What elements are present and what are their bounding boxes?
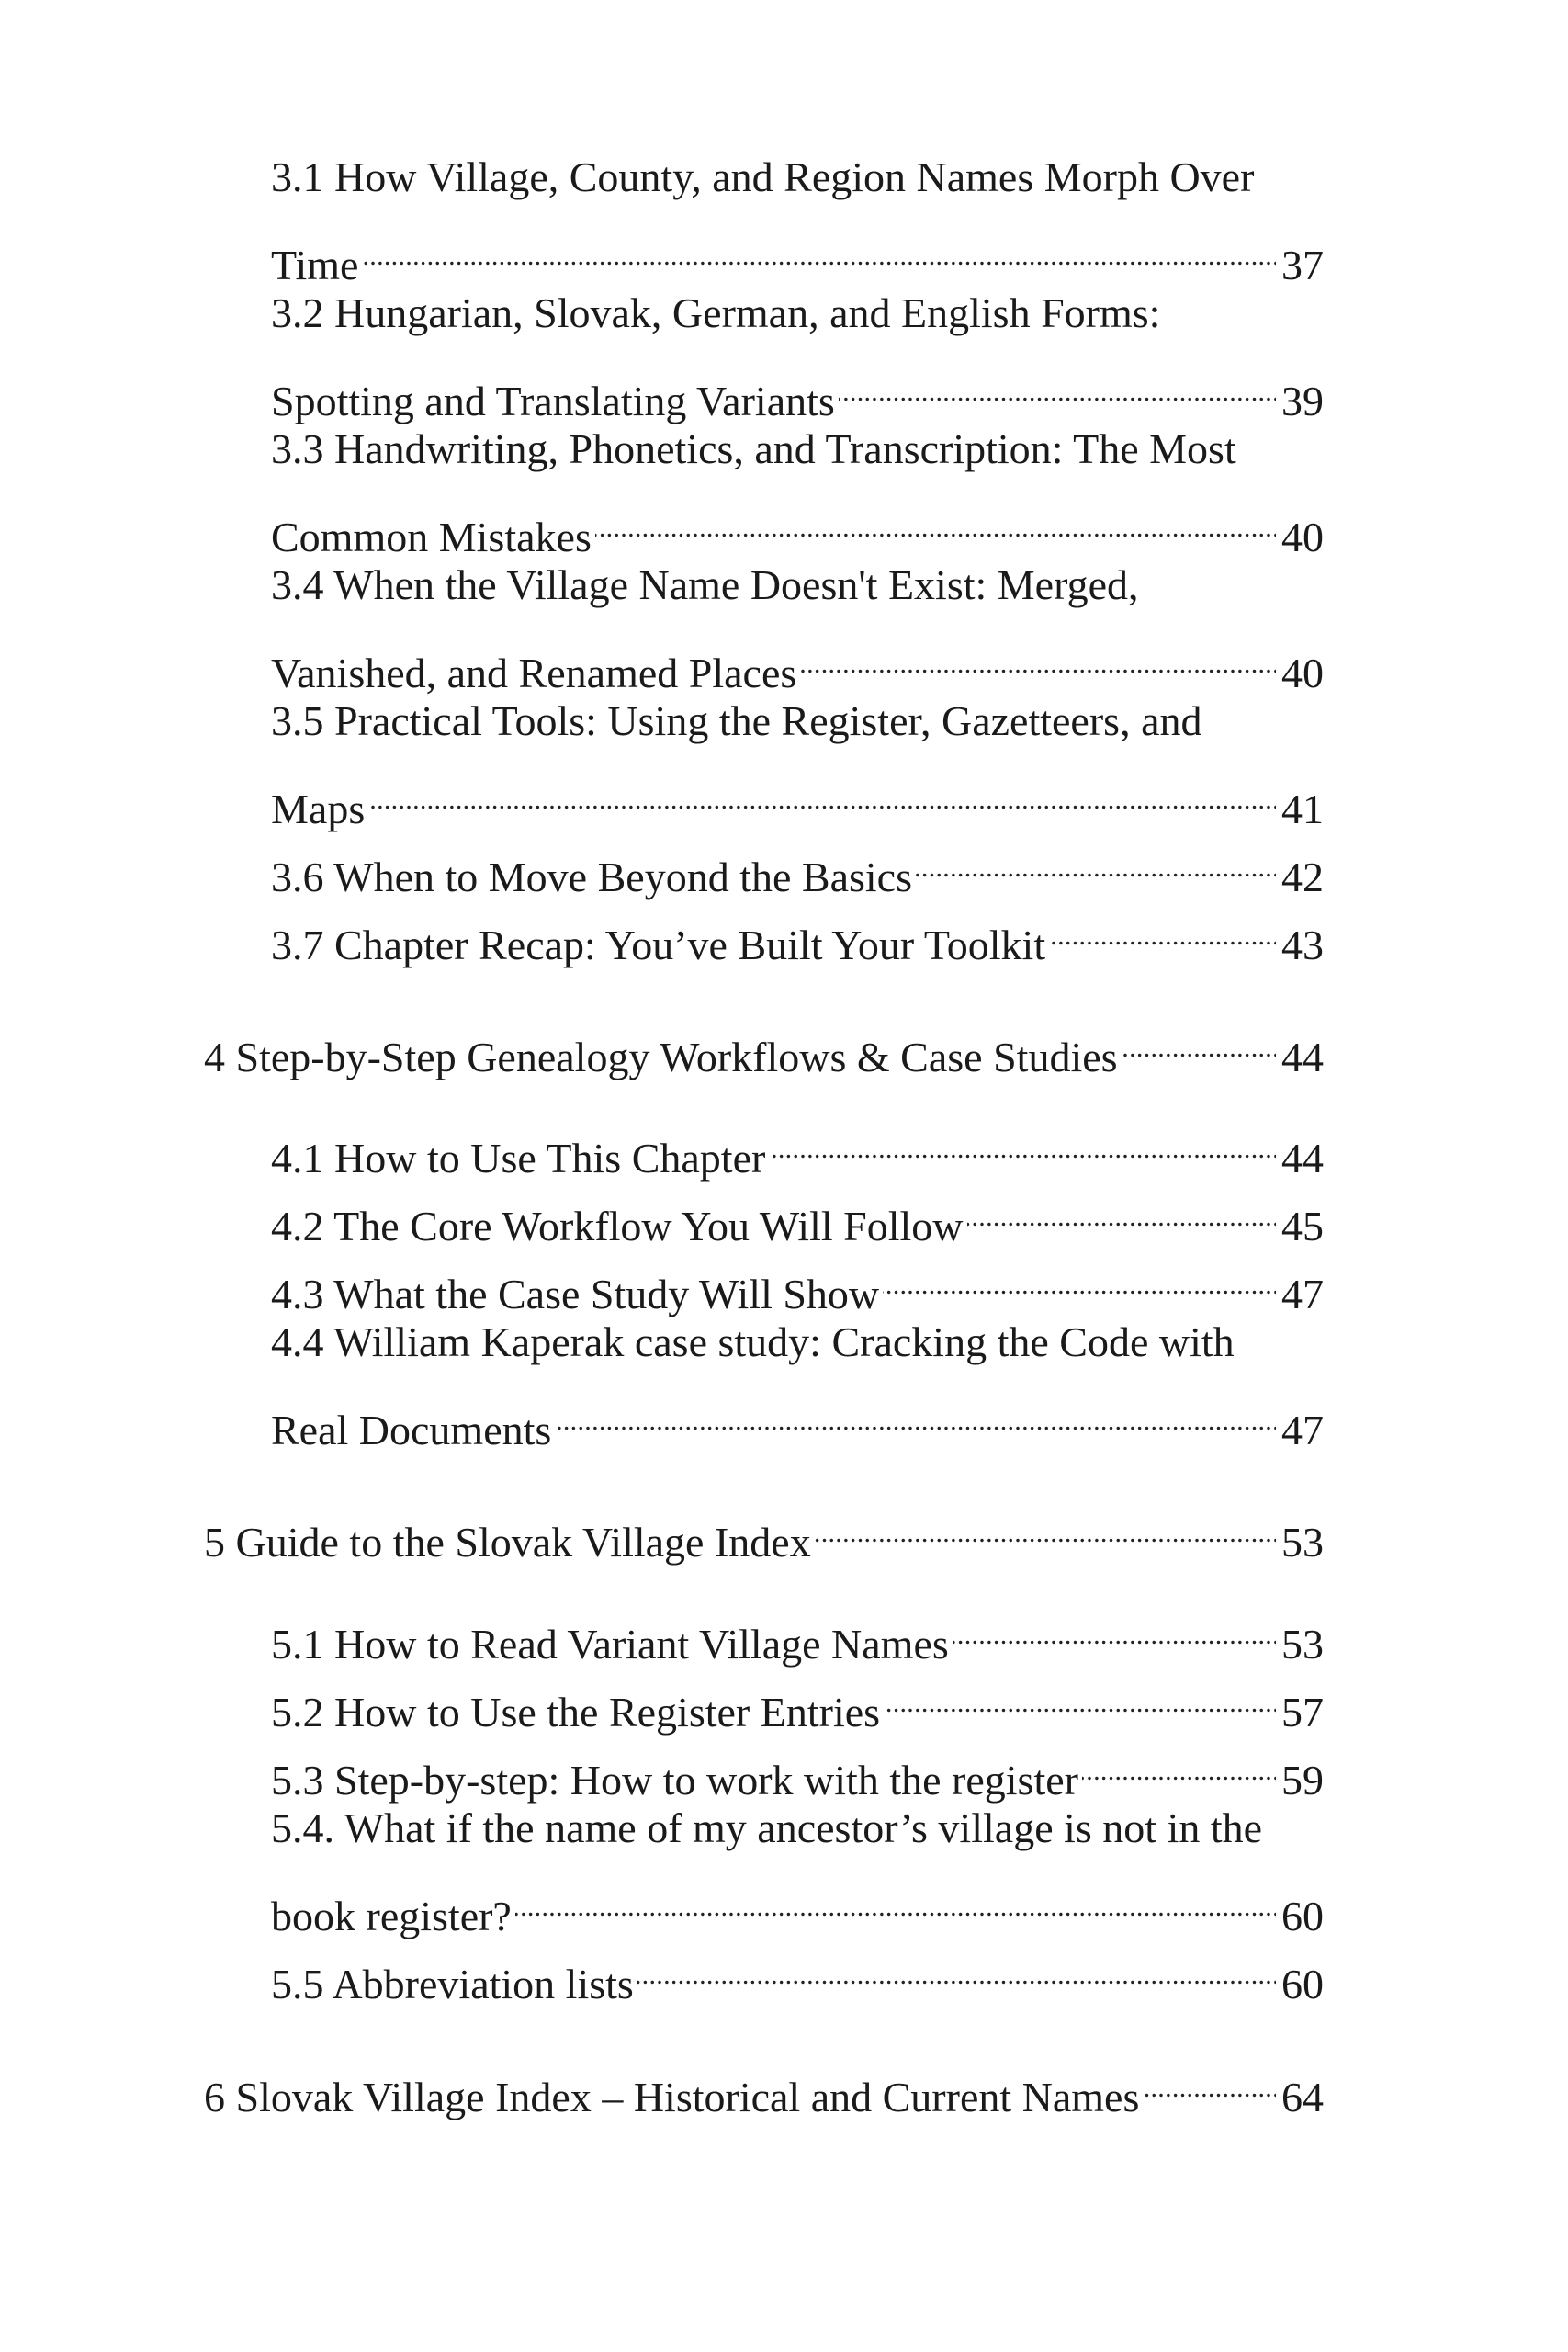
toc-chapter-title: 6 Slovak Village Index – Historical and Current Names: [204, 2074, 1140, 2120]
dot-leader: [967, 1172, 1277, 1240]
toc-entry-title: 5.3 Step-by-step: How to work with the register: [271, 1757, 1078, 1804]
toc-chapter-5[interactable]: [204, 1488, 1324, 1566]
toc-entry-title: 5.2 How to Use the Register Entries: [271, 1689, 881, 1736]
toc-entry-title: 5.5 Abbreviation lists: [271, 1961, 634, 2007]
toc-entry-3-6[interactable]: [271, 823, 1324, 900]
toc-entry-4-2[interactable]: [271, 1172, 1324, 1250]
toc-entry-3-3[interactable]: [271, 415, 1324, 560]
dot-leader: [368, 755, 1276, 823]
toc-entry-3-1[interactable]: [271, 143, 1324, 288]
toc-page-number: 44: [1281, 1135, 1324, 1182]
toc-page-number: 42: [1281, 854, 1324, 900]
toc-entry-title: 4.3 What the Case Study Will Show: [271, 1271, 880, 1317]
toc-entry-5-3[interactable]: [271, 1726, 1324, 1804]
dot-leader: [815, 1488, 1276, 1556]
dot-leader: [769, 1104, 1276, 1172]
toc-page-number: 41: [1281, 786, 1324, 832]
toc-entry-title: Real Documents: [271, 1407, 552, 1453]
toc-chapter-title: 5 Guide to the Slovak Village Index: [204, 1519, 811, 1566]
toc-entry-3-2[interactable]: [271, 279, 1324, 424]
toc-entry-title-line1: 5.4. What if the name of my ancestor’s village is not in the: [271, 1804, 1263, 1851]
dot-leader: [1122, 1003, 1276, 1071]
dot-leader: [839, 347, 1276, 415]
toc-entry-title: 4.2 The Core Workflow You Will Follow: [271, 1203, 964, 1250]
dot-leader: [953, 1590, 1276, 1658]
dot-leader: [800, 619, 1276, 687]
dot-leader: [916, 823, 1276, 891]
dot-leader: [884, 1658, 1276, 1726]
toc-page-number: 39: [1281, 378, 1324, 424]
toc-page-number: 45: [1281, 1203, 1324, 1250]
dot-leader: [883, 1240, 1276, 1308]
toc-entry-title-line1: 3.5 Practical Tools: Using the Register, Gazetteers, and: [271, 697, 1202, 744]
toc-entry-title: 3.7 Chapter Recap: You’ve Built Your Toolkit: [271, 922, 1046, 968]
toc-entry-title: Spotting and Translating Variants: [271, 378, 835, 424]
dot-leader: [1049, 891, 1276, 959]
toc-page-number: 53: [1281, 1519, 1324, 1566]
toc-entry-title: Common Mistakes: [271, 514, 592, 560]
toc-page-number: 44: [1281, 1034, 1324, 1080]
toc-page-number: 47: [1281, 1271, 1324, 1317]
dot-leader: [1143, 2043, 1276, 2111]
toc-chapter-6[interactable]: [204, 2043, 1324, 2120]
toc-page-number: 53: [1281, 1621, 1324, 1668]
toc-entry-5-1[interactable]: [271, 1590, 1324, 1668]
toc-entry-title: Time: [271, 242, 359, 288]
toc-entry-title: Vanished, and Renamed Places: [271, 650, 797, 696]
toc-page-number: 59: [1281, 1757, 1324, 1804]
dot-leader: [1082, 1726, 1276, 1794]
toc-page-number: 37: [1281, 242, 1324, 288]
toc-entry-title-line1: 4.4 William Kaperak case study: Cracking the Code with: [271, 1318, 1235, 1365]
toc-entry-4-4[interactable]: [271, 1308, 1324, 1453]
toc-entry-title: 5.1 How to Read Variant Village Names: [271, 1621, 949, 1668]
toc-entry-title-line1: 3.1 How Village, County, and Region Names Morph Over: [271, 153, 1255, 200]
toc-chapter-4[interactable]: [204, 1003, 1324, 1080]
toc-entry-title: Maps: [271, 786, 366, 832]
toc-page-number: 40: [1281, 650, 1324, 696]
toc-page-number: 40: [1281, 514, 1324, 560]
toc-page-number: 57: [1281, 1689, 1324, 1736]
toc-page-number: 43: [1281, 922, 1324, 968]
toc-entry-title-line1: 3.3 Handwriting, Phonetics, and Transcription: The Most: [271, 425, 1236, 472]
toc-page-number: 47: [1281, 1407, 1324, 1453]
toc-entry-title: 3.6 When to Move Beyond the Basics: [271, 854, 912, 900]
toc-entry-3-5[interactable]: [271, 687, 1324, 832]
toc-entry-5-5[interactable]: [271, 1930, 1324, 2007]
dot-leader: [595, 483, 1276, 551]
toc-chapter-title: 4 Step-by-Step Genealogy Workflows & Case Studies: [204, 1034, 1118, 1080]
toc-entry-title: 4.1 How to Use This Chapter: [271, 1135, 766, 1182]
toc-entry-5-2[interactable]: [271, 1658, 1324, 1736]
dot-leader: [555, 1376, 1276, 1444]
toc-entry-title-line1: 3.2 Hungarian, Slovak, German, and English Forms:: [271, 289, 1161, 336]
dot-leader: [637, 1930, 1276, 1998]
toc-page-number: 60: [1281, 1893, 1324, 1939]
dot-leader: [362, 211, 1276, 279]
dot-leader: [515, 1862, 1276, 1930]
toc-entry-3-4[interactable]: [271, 551, 1324, 696]
toc-entry-3-7[interactable]: [271, 891, 1324, 968]
toc-page-number: 60: [1281, 1961, 1324, 2007]
toc-page-number: 64: [1281, 2074, 1324, 2120]
toc-entry-5-4[interactable]: [271, 1794, 1324, 1939]
toc-entry-title: book register?: [271, 1893, 512, 1939]
toc-entry-4-1[interactable]: [271, 1104, 1324, 1182]
toc-entry-4-3[interactable]: [271, 1240, 1324, 1317]
toc-entry-title-line1: 3.4 When the Village Name Doesn't Exist: Merged,: [271, 561, 1139, 608]
